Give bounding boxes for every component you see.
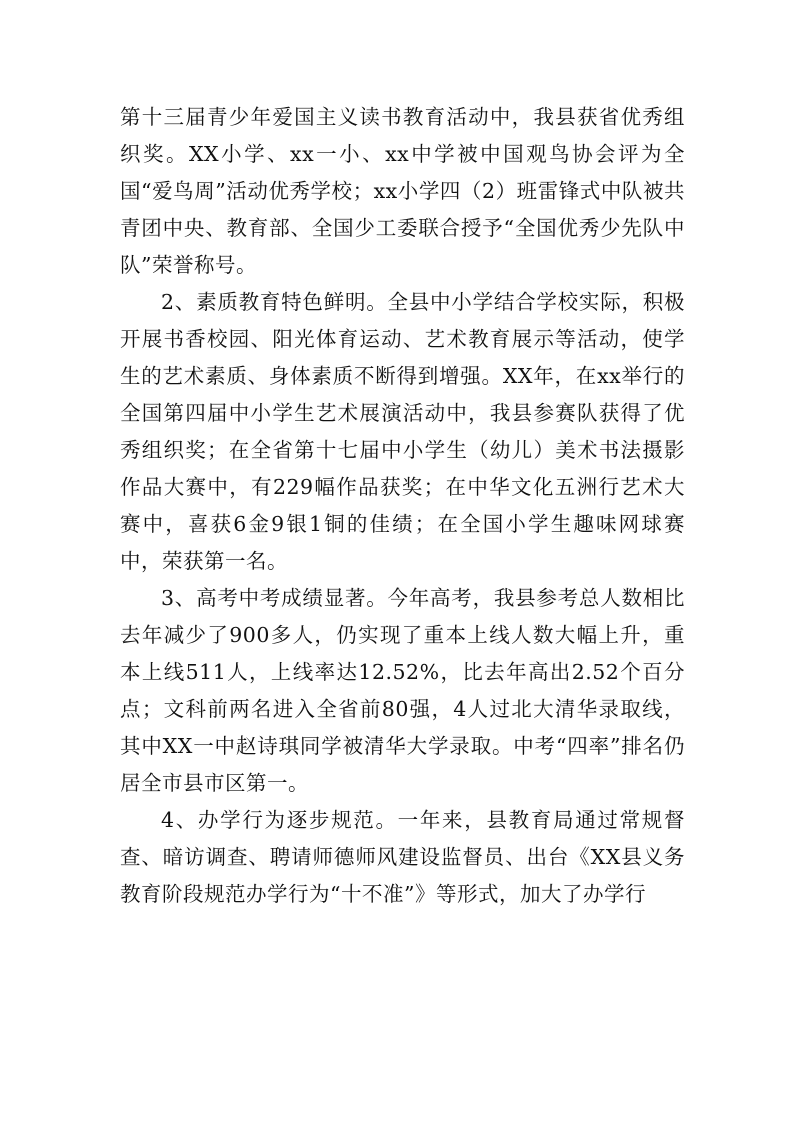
paragraph-quality-education: 2、素质教育特色鲜明。全县中小学结合学校实际，积极开展书香校园、阳光体育运动、艺术教育展示等活动，使学生的艺术素质、身体素质不断得到增强。XX年，在xx举行的全国第四届中小学生艺术展演活动中，我县参赛队获得了优秀组织奖；在全省第十七届中小学生（幼儿）美术书法摄影作品大赛中，有229幅作品获奖；在中华文化五洲行艺术大赛中，喜获6金9银1铜的佳绩；在全国小学生趣味网球赛中，荣获第一名。: [120, 290, 685, 573]
paragraph-school-conduct: 4、办学行为逐步规范。一年来，县教育局通过常规督查、暗访调查、聘请师德师风建设监督员、出台《XX县义务教育阶段规范办学行为“十不准”》等形式，加大了办学行: [120, 808, 685, 906]
paragraph-exam-results: 3、高考中考成绩显著。今年高考，我县参考总人数相比去年减少了900多人，仍实现了重本上线人数大幅上升，重本上线511人，上线率达12.52%，比去年高出2.52个百分点；文科前两名进入全省前80强，4人过北大清华录取线，其中XX一中赵诗琪同学被清华大学录取。中考“四率”排名仍居全市县市区第一。: [120, 586, 685, 795]
paragraph-awards: 第十三届青少年爱国主义读书教育活动中，我县获省优秀组织奖。XX小学、xx一小、xx中学被中国观鸟协会评为全国“爱鸟周”活动优秀学校；xx小学四（2）班雷锋式中队被共青团中央、教育部、全国少工委联合授予“全国优秀少先队中队”荣誉称号。: [120, 105, 685, 277]
document-body: [120, 99, 685, 913]
